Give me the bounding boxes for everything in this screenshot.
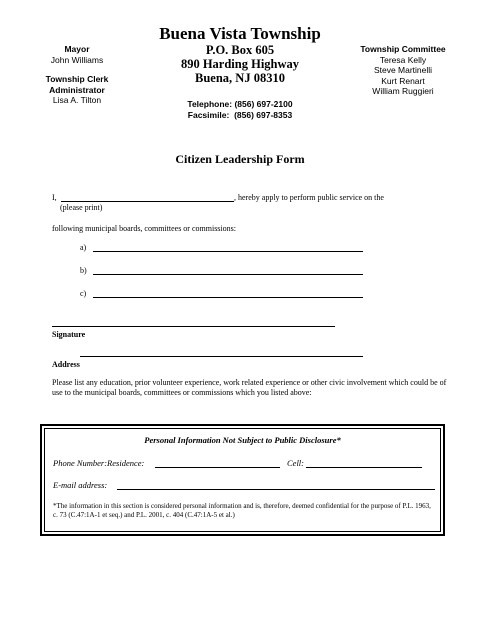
officials-left bbox=[22, 44, 132, 106]
committee-right bbox=[348, 44, 458, 97]
telephone: Telephone: (856) 697-2100 bbox=[187, 99, 293, 109]
committee-member: Kurt Renart bbox=[381, 75, 425, 86]
clerk-name: Lisa A. Tilton bbox=[52, 95, 102, 105]
name-field[interactable] bbox=[61, 201, 234, 202]
board-field-c[interactable] bbox=[93, 297, 363, 298]
list-label-a: a) bbox=[80, 243, 87, 252]
cell-field[interactable] bbox=[306, 467, 422, 468]
address-line: Buena, NJ 08310 bbox=[195, 71, 285, 85]
signature-label: Signature bbox=[52, 330, 86, 339]
phone-residence-field[interactable] bbox=[155, 467, 280, 468]
facsimile: Facsimile: (856) 697-8353 bbox=[187, 109, 293, 120]
form-title: Citizen Leadership Form bbox=[175, 152, 305, 166]
address-line: P.O. Box 605 bbox=[205, 43, 275, 57]
experience-prompt: Please list any education, prior volunteer experience, work related experience or other civic involvement which could be of use to the municipal boards, committees or commissions which you listed above: bbox=[52, 378, 447, 397]
private-info-box bbox=[40, 424, 445, 536]
email-label: E-mail address: bbox=[53, 480, 108, 490]
committee-member: Steve Martinelli bbox=[373, 65, 433, 75]
phone-label: Phone Number:Residence: bbox=[53, 458, 145, 468]
list-label-b: b) bbox=[80, 266, 87, 275]
email-field[interactable] bbox=[117, 489, 435, 490]
print-hint: (please print) bbox=[60, 203, 103, 212]
list-label-c: c) bbox=[80, 289, 87, 298]
org-name: Buena Vista Township bbox=[159, 24, 321, 43]
contact-numbers bbox=[160, 99, 320, 120]
intro-prefix: I, bbox=[52, 193, 57, 202]
mayor-name: John Williams bbox=[50, 54, 104, 65]
clerk-title-2: Administrator bbox=[49, 84, 105, 95]
address-line: 890 Harding Highway bbox=[180, 57, 300, 71]
board-field-b[interactable] bbox=[93, 274, 363, 275]
address-field[interactable] bbox=[80, 356, 363, 357]
private-info-heading: Personal Information Not Subject to Public Disclosure* bbox=[144, 435, 341, 445]
mayor-title: Mayor bbox=[64, 44, 90, 54]
letterhead bbox=[140, 24, 340, 85]
committee-member: William Ruggieri bbox=[372, 86, 434, 96]
committee-title: Township Committee bbox=[360, 44, 446, 54]
intro-suffix: , hereby apply to perform public service on the bbox=[234, 193, 384, 202]
committee-member: Teresa Kelly bbox=[379, 54, 427, 65]
board-field-a[interactable] bbox=[93, 251, 363, 252]
address-label: Address bbox=[52, 360, 80, 369]
clerk-title-1: Township Clerk bbox=[45, 74, 109, 84]
cell-label: Cell: bbox=[287, 458, 304, 468]
confidentiality-footnote: *The information in this section is considered personal information and is, therefore, deemed confidential for the purpose of P.L. 1963, c. 73 (C.47:1A-1 et seq.) and P.L. 2001, c. 404 (C.47:1A-5 et al.) bbox=[53, 502, 431, 519]
signature-field[interactable] bbox=[52, 326, 335, 327]
following-text: following municipal boards, committees or commissions: bbox=[52, 224, 236, 233]
